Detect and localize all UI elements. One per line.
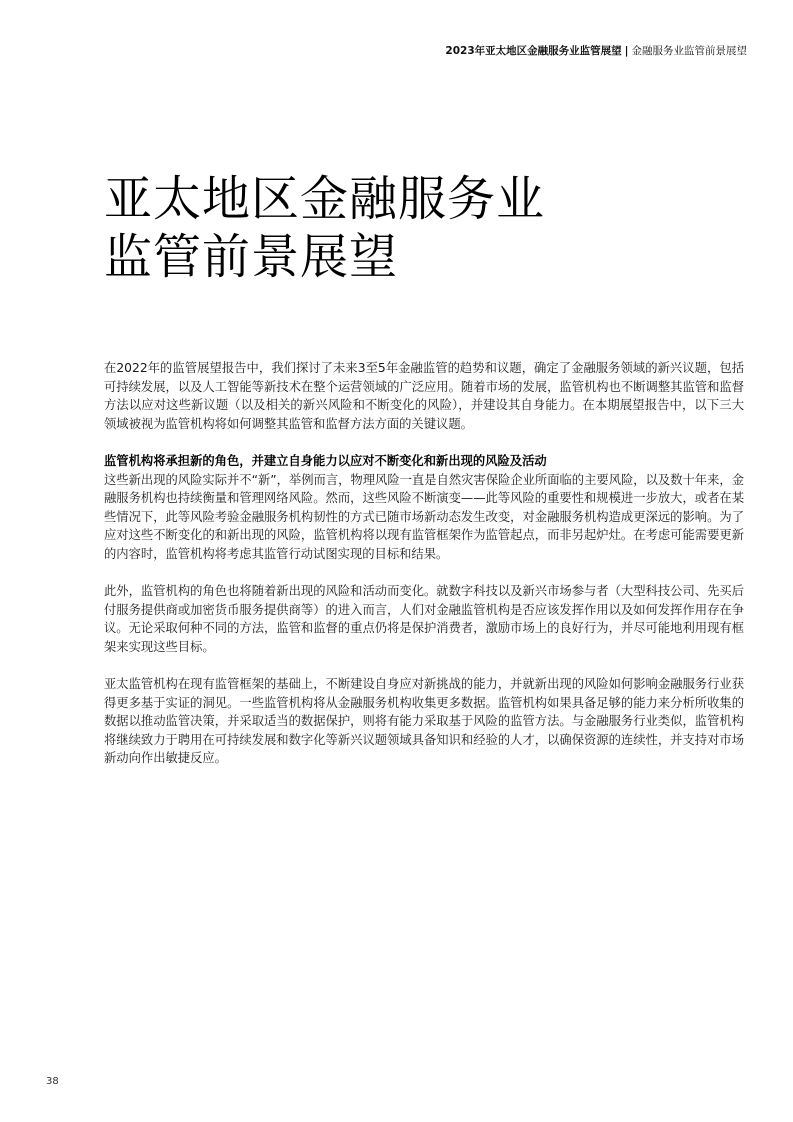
body-content [104,359,744,787]
intro-paragraph: 在2022年的监管展望报告中，我们探讨了未来3至5年金融监管的趋势和议题，确定了金融服务领域的新兴议题，包括可持续发展，以及人工智能等新技术在整个运营领域的广泛应用。随着市场的发展，监管机构也不断调整其监管和监督方法以应对这些新议题（以及相关的新兴风险和不断变化的风险），并建设其自身能力。在本期展望报告中，以下三大领域被视为监管机构将如何调整其监管和监督方法方面的关键议题。 [104,361,744,431]
section-subheading: 监管机构将承担新的角色，并建立自身能力以应对不断变化和新出现的风险及活动 [104,454,547,468]
body-paragraph-1: 这些新出现的风险实际并不“新”，举例而言，物理风险一直是自然灾害保险企业所面临的主要风险，以及数十年来，金融服务机构也持续衡量和管理网络风险。然而，这些风险不断演变——此等风险的重要性和规模进一步放大，或者在某些情况下，此等风险考验金融服务机构韧性的方式已随市场新动态发生改变，对金融服务机构造成更深远的影响。为了应对这些不断变化的和新出现的风险，监管机构将以现有监管框架作为监管起点，而非另起炉灶。在考虑可能需要更新的内容时，监管机构将考虑其监管行动试图实现的目标和结果。 [104,472,744,561]
section-title: 金融服务业监管前景展望 [631,45,747,57]
body-paragraph-3: 亚太监管机构在现有监管框架的基础上，不断建设自身应对新挑战的能力，并就新出现的风险如何影响金融服务行业获得更多基于实证的洞见。一些监管机构将从金融服务机构收集更多数据。监管机构如果具备足够的能力来分析所收集的数据以推动监管决策，并采取适当的数据保护，则将有能力采取基于风险的监管方法。与金融服务行业类似，监管机构将继续致力于聘用在可持续发展和数字化等新兴议题领域具备知识和经验的人才，以确保资源的连续性，并支持对市场新动向作出敏捷反应。 [104,677,744,765]
report-title: 2023年亚太地区金融服务业监管展望 [445,45,622,57]
body-paragraph-2: 此外，监管机构的角色也将随着新出现的风险和活动而变化。就数字科技以及新兴市场参与者（大型科技公司、先买后付服务提供商或加密货币服务提供商等）的进入而言，人们对金融监管机构是否应该发挥作用以及如何发挥作用存在争议。无论采取何种不同的方法，监管和监督的重点仍将是保护消费者，激励市场上的良好行为，并尽可能地利用现有框架来实现这些目标。 [104,584,744,654]
page-title [104,170,545,286]
page-title-line-1: 亚太地区金融服务业 [104,171,546,227]
page-title-line-2: 监管前景展望 [104,229,399,285]
running-header [445,44,747,58]
page-number: 38 [46,1076,59,1087]
header-separator: | [624,45,629,57]
